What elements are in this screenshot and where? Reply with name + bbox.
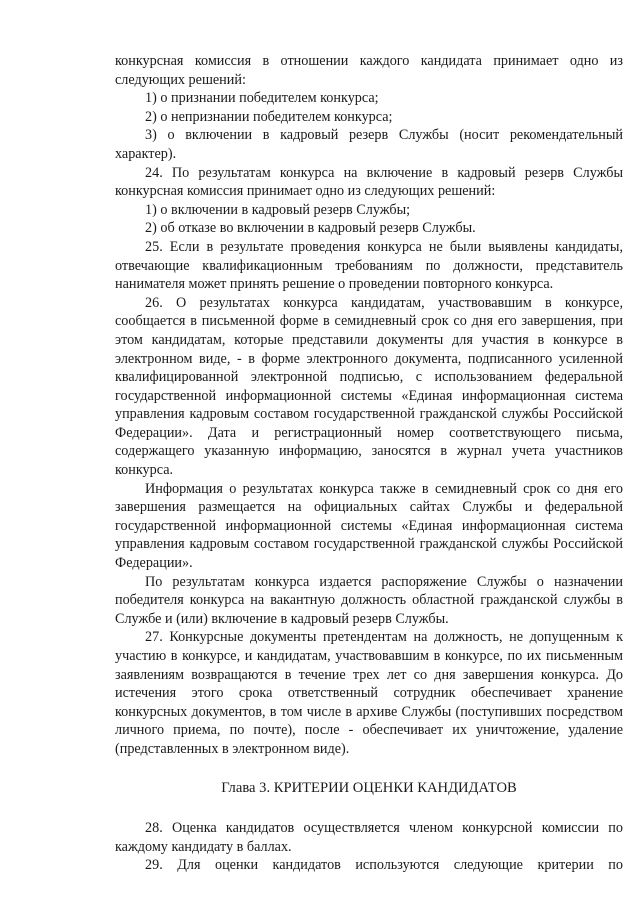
document-body: [115, 52, 623, 875]
paragraph: 29. Для оценки кандидатов используются следующие критерии по: [145, 857, 623, 874]
paragraph: конкурсная комиссия в отношении каждого кандидата принимает одно из следующих решений:: [115, 53, 623, 88]
chapter-heading: Глава 3. КРИТЕРИИ ОЦЕНКИ КАНДИДАТОВ: [221, 779, 517, 796]
paragraph: Информация о результатах конкурса также в семидневный срок со дня его завершения размещается на официальных сайтах Службы и федеральной государственной информационной системы «Единая информационная система управления кадровым составом государственной гражданской службы Российской Федерации».: [115, 480, 623, 572]
list-item: 1) о включении в кадровый резерв Службы;: [145, 201, 411, 218]
list-item: 2) об отказе во включении в кадровый резерв Службы.: [145, 220, 476, 237]
paragraph: 28. Оценка кандидатов осуществляется членом конкурсной комиссии по каждому кандидату в баллах.: [115, 820, 623, 855]
paragraph: По результатам конкурса издается распоряжение Службы о назначении победителя конкурса на вакантную должность областной гражданской службы в Службе и (или) включение в кадровый резерв Службы.: [115, 573, 623, 627]
paragraph: 24. По результатам конкурса на включение в кадровый резерв Службы конкурсная комиссия принимает одно из следующих решений:: [115, 164, 623, 200]
list-item: 3) о включении в кадровый резерв Службы (носит рекомендательный характер).: [115, 127, 623, 162]
list-item: 1) о признании победителем конкурса;: [145, 90, 379, 107]
paragraph: 26. О результатах конкурса кандидатам, участвовавшим в конкурсе, сообщается в письменной форме в семидневный срок со дня его завершения, при этом кандидатам, которые представили документы для участия в конкурсе в электронном виде, - в форме электронного документа, подписанного усиленной квалифицированной электронной подписью, с использованием федеральной государственной информационной системы «Единая информационная система управления кадровым составом государственной гражданской службы Российской Федерации». Дата и регистрационный номер соответствующего письма, содержащего указанную информацию, заносятся в журнал учета участников конкурса.: [115, 294, 623, 479]
list-item: 2) о непризнании победителем конкурса;: [145, 108, 393, 125]
paragraph: 27. Конкурсные документы претендентам на должность, не допущенным к участию в конкурсе, и кандидатам, участвовавшим в конкурсе, по их письменным заявлениям возвращаются в течение трех лет со дня завершения конкурса. До истечения этого срока ответственный сотрудник обеспечивает хранение конкурсных документов, в том числе в архиве Службы (поступивших посредством личного приема, по почте), после - обеспечивает их уничтожение, удаление (представленных в электронном виде).: [115, 629, 623, 757]
paragraph: 25. Если в результате проведения конкурса не были выявлены кандидаты, отвечающие квалификационным требованиям по должности, представитель нанимателя может принять решение о проведении повторного конкурса.: [115, 238, 623, 293]
